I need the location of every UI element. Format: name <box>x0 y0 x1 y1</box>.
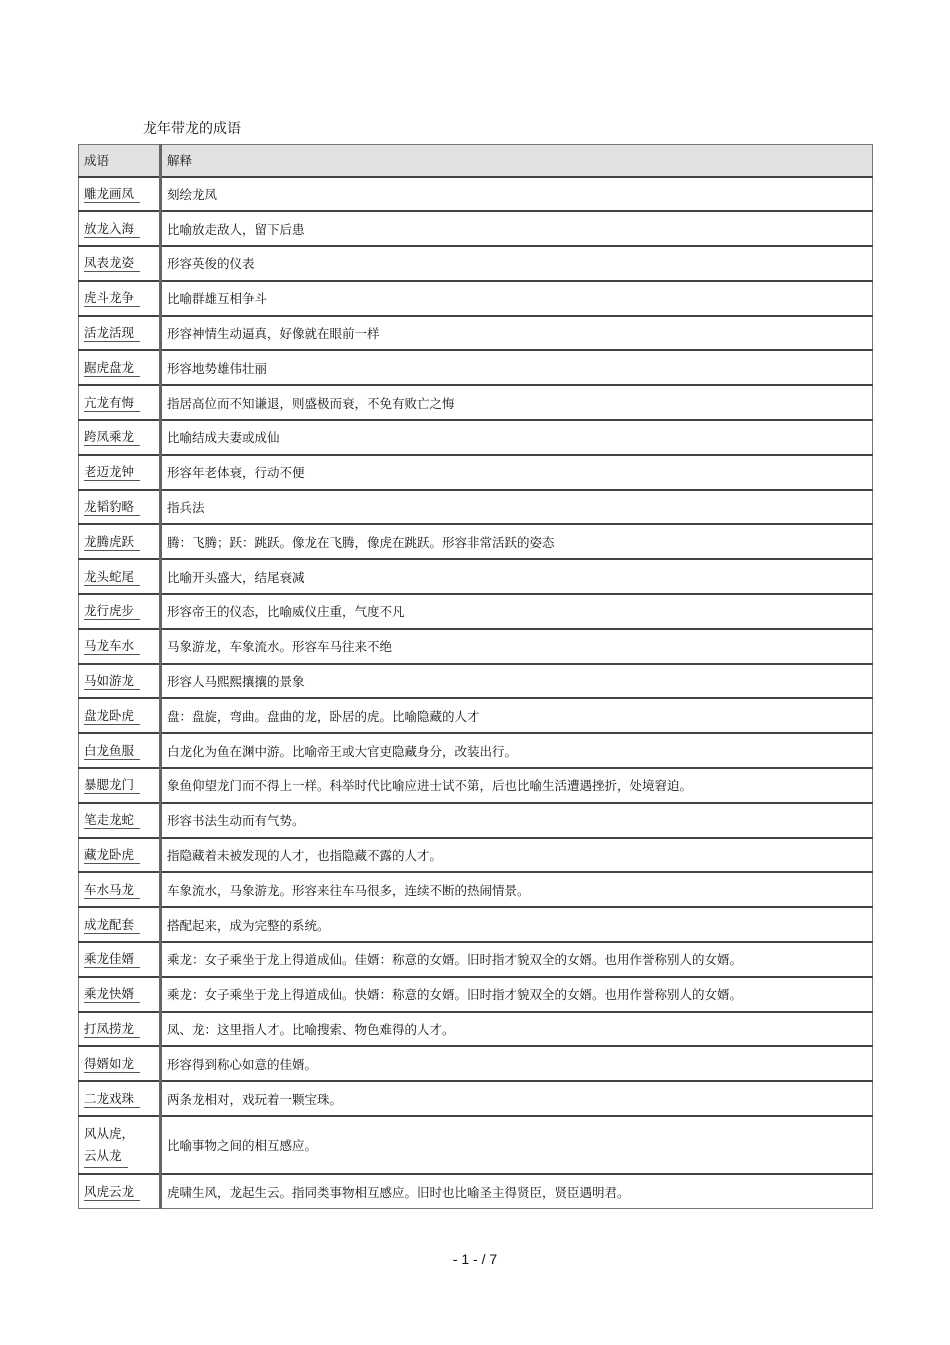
idiom-cell <box>79 872 161 907</box>
explanation-cell: 比喻事物之间的相互感应。 <box>161 1116 873 1174</box>
idiom-cell <box>79 629 161 664</box>
explanation-cell: 形容英俊的仪表 <box>161 246 873 281</box>
explanation-cell: 乘龙：女子乘坐于龙上得道成仙。佳婿：称意的女婿。旧时指才貌双全的女婿。也用作誉称别人的女婿。 <box>161 942 873 977</box>
explanation-cell: 搭配起来，成为完整的系统。 <box>161 907 873 942</box>
table-row <box>79 246 873 281</box>
idiom-text: 乘龙快婿 <box>84 985 140 1003</box>
idiom-text: 盘龙卧虎 <box>84 707 140 725</box>
idiom-cell <box>79 1012 161 1047</box>
idiom-text: 放龙入海 <box>84 220 140 238</box>
explanation-cell: 比喻开头盛大，结尾衰减 <box>161 559 873 594</box>
idiom-cell <box>79 698 161 733</box>
idiom-text: 龙头蛇尾 <box>84 568 140 586</box>
idiom-text: 打凤捞龙 <box>84 1020 140 1038</box>
explanation-cell: 指居高位而不知谦退，则盛极而衰，不免有败亡之悔 <box>161 385 873 420</box>
idiom-cell <box>79 490 161 525</box>
idiom-cell <box>79 177 161 212</box>
explanation-cell: 凤、龙：这里指人才。比喻搜索、物色难得的人才。 <box>161 1012 873 1047</box>
explanation-cell: 比喻放走敌人，留下后患 <box>161 211 873 246</box>
idiom-cell <box>79 385 161 420</box>
table-row <box>79 559 873 594</box>
explanation-cell: 两条龙相对，戏玩着一颗宝珠。 <box>161 1081 873 1116</box>
table-row <box>79 211 873 246</box>
explanation-cell: 指隐藏着未被发现的人才，也指隐藏不露的人才。 <box>161 838 873 873</box>
idiom-cell <box>79 1046 161 1081</box>
table-row <box>79 281 873 316</box>
idiom-text: 老迈龙钟 <box>84 463 140 481</box>
explanation-cell: 形容书法生动而有气势。 <box>161 803 873 838</box>
table-row <box>79 455 873 490</box>
explanation-cell: 形容得到称心如意的佳婿。 <box>161 1046 873 1081</box>
table-row <box>79 664 873 699</box>
idiom-cell <box>79 350 161 385</box>
idiom-cell <box>79 977 161 1012</box>
table-row <box>79 385 873 420</box>
table-row <box>79 698 873 733</box>
idiom-text: 马龙车水 <box>84 637 140 655</box>
idiom-cell <box>79 907 161 942</box>
idiom-text: 雕龙画凤 <box>84 185 140 203</box>
idiom-text: 活龙活现 <box>84 324 140 342</box>
table-row <box>79 1046 873 1081</box>
explanation-cell: 车象流水，马象游龙。形容来往车马很多，连续不断的热闹情景。 <box>161 872 873 907</box>
table-row <box>79 490 873 525</box>
table-row <box>79 1081 873 1116</box>
explanation-cell: 比喻群雄互相争斗 <box>161 281 873 316</box>
table-header-row <box>79 145 873 177</box>
table-row <box>79 594 873 629</box>
idiom-text: 白龙鱼服 <box>84 742 140 760</box>
idiom-text: 亢龙有悔 <box>84 394 140 412</box>
idiom-cell <box>79 1174 161 1209</box>
table-row <box>79 177 873 212</box>
table-row <box>79 907 873 942</box>
idiom-text: 成龙配套 <box>84 916 140 934</box>
idiom-cell <box>79 211 161 246</box>
idiom-text: 乘龙佳婿 <box>84 950 140 968</box>
document-title: 龙年带龙的成语 <box>143 121 241 137</box>
idiom-text: 暴腮龙门 <box>84 776 140 794</box>
idiom-cell <box>79 246 161 281</box>
explanation-cell: 虎啸生风，龙起生云。指同类事物相互感应。旧时也比喻圣主得贤臣，贤臣遇明君。 <box>161 1174 873 1209</box>
idiom-text: 凤表龙姿 <box>84 254 140 272</box>
idiom-cell <box>79 1116 161 1174</box>
table-row <box>79 524 873 559</box>
idiom-text: 虎斗龙争 <box>84 289 140 307</box>
idiom-text: 龙行虎步 <box>84 602 140 620</box>
table-row <box>79 768 873 803</box>
page-number: - 1 - / 7 <box>452 1251 498 1267</box>
column-header-idiom: 成语 <box>79 145 161 177</box>
idiom-cell <box>79 664 161 699</box>
idiom-cell <box>79 455 161 490</box>
table-row <box>79 872 873 907</box>
idiom-cell <box>79 316 161 351</box>
explanation-cell: 形容帝王的仪态，比喻威仪庄重，气度不凡 <box>161 594 873 629</box>
explanation-cell: 形容地势雄伟壮丽 <box>161 350 873 385</box>
explanation-cell: 马象游龙，车象流水。形容车马往来不绝 <box>161 629 873 664</box>
explanation-cell: 腾：飞腾；跃：跳跃。像龙在飞腾，像虎在跳跃。形容非常活跃的姿态 <box>161 524 873 559</box>
table-row <box>79 977 873 1012</box>
idiom-table-body <box>79 177 873 1209</box>
table-row <box>79 1116 873 1174</box>
table-row <box>79 350 873 385</box>
table-row <box>79 733 873 768</box>
idiom-text: 龙韬豹略 <box>84 498 140 516</box>
explanation-cell: 盘：盘旋，弯曲。盘曲的龙，卧居的虎。比喻隐藏的人才 <box>161 698 873 733</box>
idiom-cell <box>79 559 161 594</box>
idiom-cell <box>79 733 161 768</box>
idiom-cell <box>79 803 161 838</box>
explanation-cell: 刻绘龙凤 <box>161 177 873 212</box>
idiom-text: 风从虎，云从龙 <box>84 1123 154 1168</box>
idiom-cell <box>79 524 161 559</box>
idiom-text: 藏龙卧虎 <box>84 846 140 864</box>
explanation-cell: 乘龙：女子乘坐于龙上得道成仙。快婿：称意的女婿。旧时指才貌双全的女婿。也用作誉称别人的女婿。 <box>161 977 873 1012</box>
idiom-text: 车水马龙 <box>84 881 140 899</box>
table-row <box>79 838 873 873</box>
idiom-cell <box>79 1081 161 1116</box>
idiom-text: 跨凤乘龙 <box>84 428 140 446</box>
idiom-text: 马如游龙 <box>84 672 140 690</box>
idiom-text: 二龙戏珠 <box>84 1090 140 1108</box>
idiom-text: 风虎云龙 <box>84 1183 140 1201</box>
table-row <box>79 803 873 838</box>
table-row <box>79 1012 873 1047</box>
idiom-cell <box>79 768 161 803</box>
idiom-text: 笔走龙蛇 <box>84 811 140 829</box>
explanation-cell: 象鱼仰望龙门而不得上一样。科举时代比喻应进士试不第，后也比喻生活遭遇挫折，处境窘迫。 <box>161 768 873 803</box>
table-row <box>79 1174 873 1209</box>
explanation-cell: 指兵法 <box>161 490 873 525</box>
idiom-cell <box>79 281 161 316</box>
column-header-explanation: 解释 <box>161 145 873 177</box>
idiom-cell <box>79 420 161 455</box>
idiom-cell <box>79 594 161 629</box>
explanation-cell: 白龙化为鱼在渊中游。比喻帝王或大官吏隐藏身分，改装出行。 <box>161 733 873 768</box>
explanation-cell: 比喻结成夫妻或成仙 <box>161 420 873 455</box>
table-row <box>79 629 873 664</box>
idiom-cell <box>79 838 161 873</box>
idiom-text: 踞虎盘龙 <box>84 359 140 377</box>
explanation-cell: 形容神情生动逼真，好像就在眼前一样 <box>161 316 873 351</box>
table-row <box>79 420 873 455</box>
idiom-cell <box>79 942 161 977</box>
idiom-text: 龙腾虎跃 <box>84 533 140 551</box>
explanation-cell: 形容年老体衰，行动不便 <box>161 455 873 490</box>
idiom-table <box>78 144 873 1209</box>
explanation-cell: 形容人马熙熙攘攘的景象 <box>161 664 873 699</box>
table-row <box>79 942 873 977</box>
idiom-text: 得婿如龙 <box>84 1055 140 1073</box>
table-row <box>79 316 873 351</box>
